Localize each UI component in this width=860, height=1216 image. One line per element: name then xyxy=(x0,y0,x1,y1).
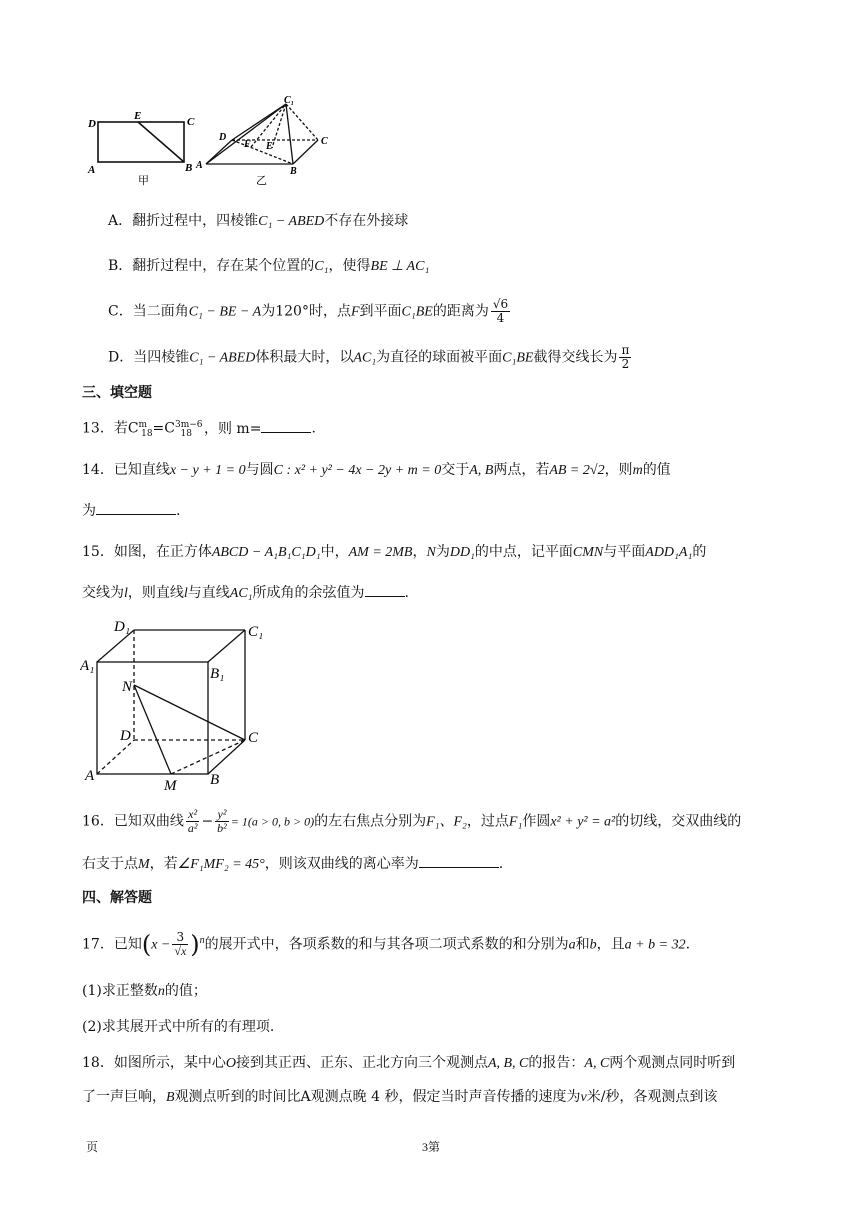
question-15-line1: 15．如图，在正方体ABCD − A₁B₁C₁D₁中，AM = 2MB，N为DD₁的中点，记平面CMN与平面ADD₁A₁的 xyxy=(82,544,707,560)
cube-label-A1: A₁ xyxy=(80,658,95,674)
question-18-line2: 了一声巨响，B观测点听到的时间比A观测点晚 4 秒，假定当时声音传播的速度为v米/秒，各观测点到该 xyxy=(82,1089,718,1105)
cube-label-A: A xyxy=(85,768,95,784)
answer-blank[interactable] xyxy=(419,855,499,868)
yi-label-C1: C₁ xyxy=(284,95,295,106)
jia-label-C: C xyxy=(187,116,195,128)
fraction-3-over-sqrt-x: $\frac{3}{√x}$ xyxy=(174,930,187,959)
section-title-fill-in: 三、填空题 xyxy=(82,384,152,400)
fold-figure xyxy=(86,94,346,186)
yi-label-A: A xyxy=(196,160,203,171)
fraction-sqrt6-over-4: $\frac{√6}{4}$ xyxy=(492,297,509,325)
footer-page-number: 3第 xyxy=(422,1140,441,1154)
jia-label-D: D xyxy=(88,118,96,130)
jia-label-A: A xyxy=(88,164,96,176)
option-c: C．当二面角C₁ − BE − A为120°时，点F到平面C₁BE的距离为 $\frac{√6}{4}$ xyxy=(108,297,509,325)
cube-label-M: M xyxy=(164,778,177,794)
question-15-line2: 交线为l，则直线l与直线AC₁所成角的余弦值为 . xyxy=(82,585,409,601)
yi-caption: 乙 xyxy=(256,175,267,186)
section-title-solutions: 四、解答题 xyxy=(82,889,152,905)
cube-label-C1: C₁ xyxy=(248,624,264,640)
answer-blank[interactable] xyxy=(365,584,405,597)
question-16-line1: 16．已知双曲线 $\frac{\text{x²}}{\text{a²}}$ − $\frac{\text{y²}}{\text{b²}}$ = 1(a > 0, b > 0)的左右焦点分别为F₁、F₂，过点F₁作圆x² + y² = a²的切线，交双曲线的 xyxy=(82,807,742,835)
yi-label-C: C xyxy=(321,136,328,147)
yi-label-E: E xyxy=(266,141,273,152)
cube-label-N: N xyxy=(122,679,133,695)
figure-jia xyxy=(98,122,184,162)
footer-left: 页 xyxy=(86,1140,99,1154)
cube-label-D1: D₁ xyxy=(114,619,131,635)
question-17-part2: (2)求其展开式中所有的有理项. xyxy=(82,1019,275,1035)
fraction-x2-a2: $\frac{\text{x²}}{\text{a²}}$ xyxy=(187,807,198,835)
cube-figure xyxy=(80,616,280,794)
question-14-line1: 14．已知直线x − y + 1 = 0与圆C : x² + y² − 4x − 2y + m = 0交于A, B两点，若AB = 2√2，则m的值 xyxy=(82,462,671,478)
cube-label-C: C xyxy=(248,730,259,746)
question-14-line2: 为 . xyxy=(82,503,181,519)
jia-label-E: E xyxy=(134,110,142,122)
question-13: 13．若$C^m_{18}=C^{3m-6}_{18}$ ，则 m= . xyxy=(82,420,316,440)
question-17: 17．已知(x − $\frac{3}{√x}$ )$^n$的展开式中，各项系数的和与其各项二项式系数的和分别为a和b，且a + b = 32. xyxy=(82,930,691,959)
option-d: D．当四棱锥C₁ − ABED体积最大时，以AC₁为直径的球面被平面C₁BE截得交线长为 $\frac{\pi}{2}$ xyxy=(108,343,630,371)
cube-label-B1: B₁ xyxy=(210,666,225,682)
answer-blank[interactable] xyxy=(96,502,176,515)
cube-label-B: B xyxy=(210,772,220,788)
yi-label-F: F xyxy=(244,139,251,150)
question-18-line1: 18．如图所示，某中心O接到其正西、正东、正北方向三个观测点A, B, C的报告：A, C两个观测点同时听到 xyxy=(82,1055,736,1071)
fraction-y2-b2: $\frac{\text{y²}}{\text{b²}}$ xyxy=(217,807,227,835)
fraction-pi-over-2: $\frac{\pi}{2}$ xyxy=(621,343,630,371)
yi-label-D: D xyxy=(219,132,227,143)
question-17-part1: (1)求正整数n的值； xyxy=(82,983,207,999)
option-b: B．翻折过程中，存在某个位置的C₁，使得BE ⊥ AC₁ xyxy=(108,258,430,274)
answer-blank[interactable] xyxy=(261,420,311,433)
option-a: A．翻折过程中，四棱锥C₁ − ABED不存在外接球 xyxy=(108,213,409,229)
cube-label-D: D xyxy=(120,728,131,744)
question-16-line2: 右支于点M，若∠F₁MF₂ = 45°，则该双曲线的离心率为 . xyxy=(82,856,504,872)
jia-label-B: B xyxy=(185,162,193,174)
jia-caption: 甲 xyxy=(138,175,149,186)
yi-label-B: B xyxy=(290,166,297,177)
